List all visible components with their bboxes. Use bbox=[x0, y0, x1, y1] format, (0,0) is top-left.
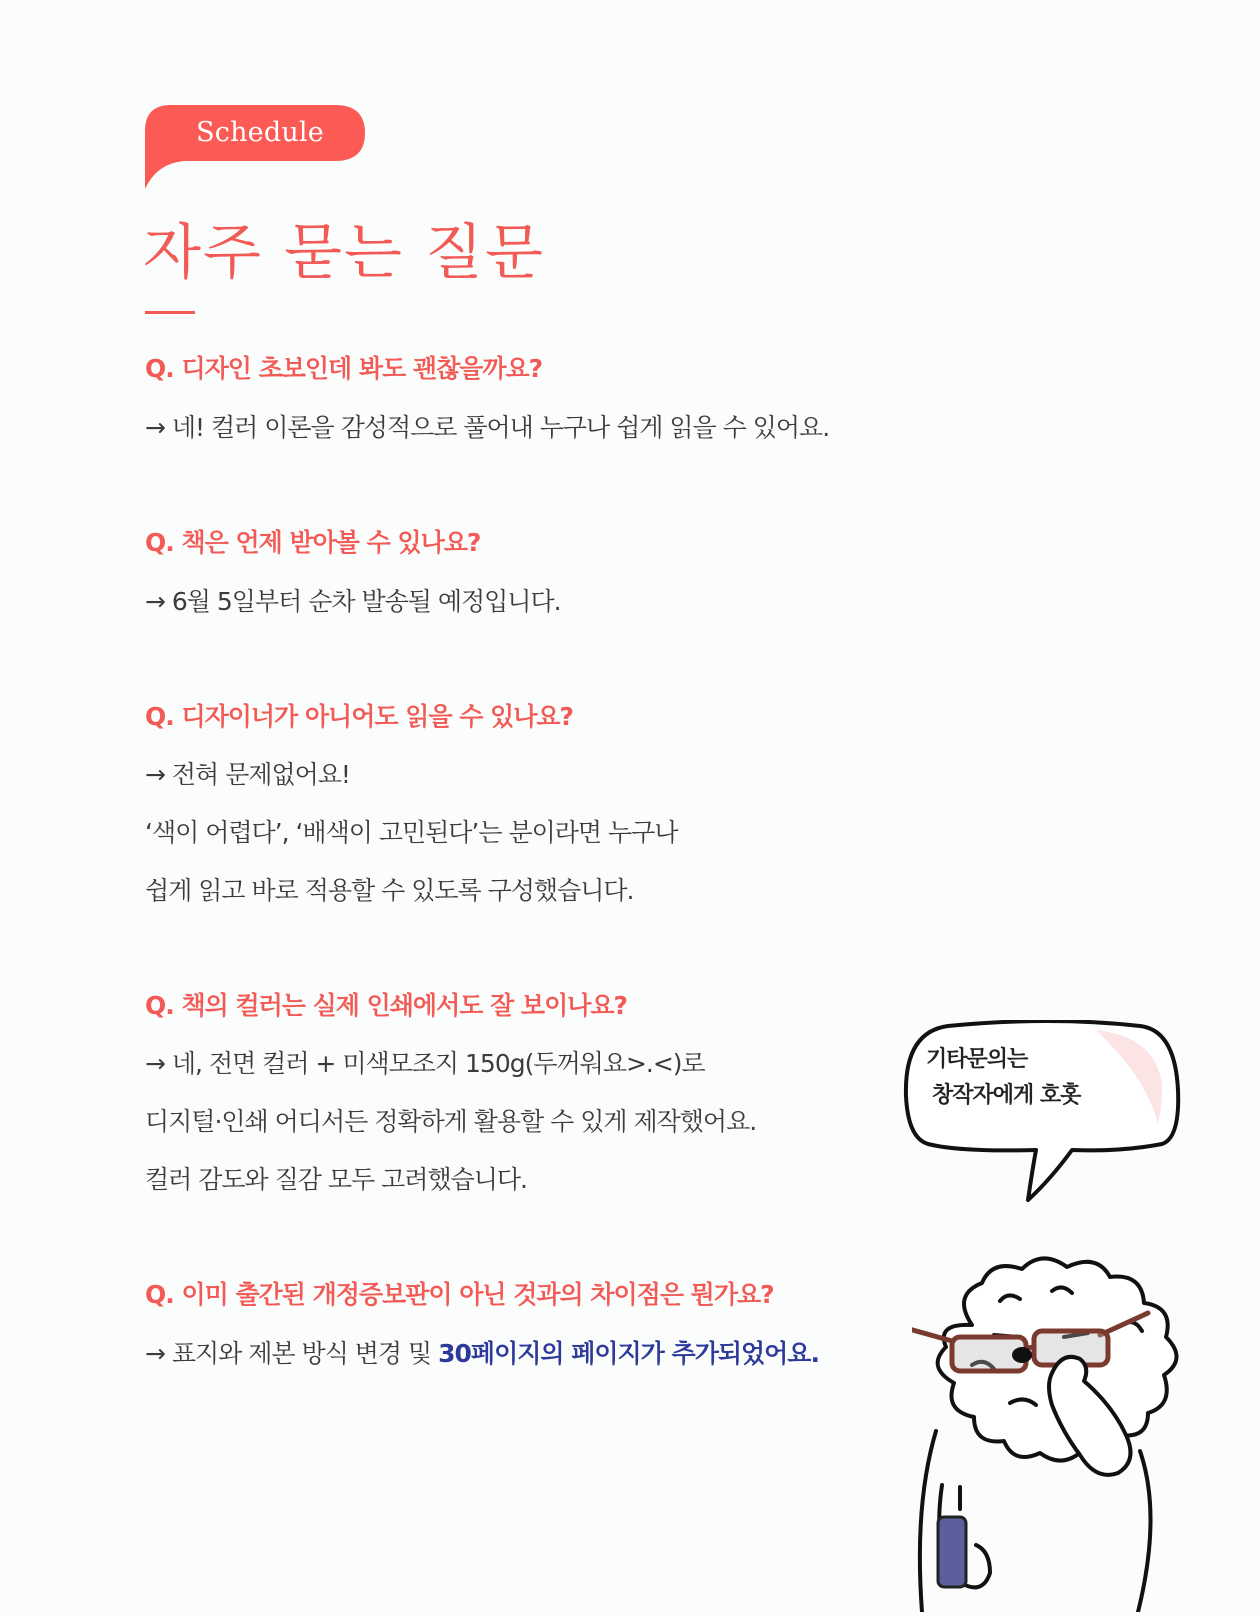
faq-answer-4-line-1: → 네, 전면 컬러 + 미색모조지 150g(두꺼워요>.<)로 bbox=[145, 1049, 705, 1078]
title-underline bbox=[145, 311, 195, 314]
bubble-text-line-1: 기타문의는 bbox=[926, 1047, 1028, 1072]
faq-question-5: Q. 이미 출간된 개정증보판이 아닌 것과의 차이점은 뭔가요? bbox=[145, 1280, 774, 1309]
faq-answer-5 bbox=[145, 1334, 819, 1370]
speech-bubble bbox=[900, 1020, 1210, 1230]
faq-answer-3-line-1: → 전혀 문제없어요! bbox=[145, 760, 350, 789]
faq-answer-4-line-2: 디지털·인쇄 어디서든 정확하게 활용할 수 있게 제작했어요. bbox=[145, 1107, 757, 1136]
faq-answer-2-line-1: → 6월 5일부터 순차 발송될 예정입니다. bbox=[145, 587, 561, 616]
faq-answer-3-line-2: ‘색이 어렵다’, ‘배색이 고민된다’는 분이라면 누구나 bbox=[145, 818, 678, 847]
faq-answer-3-line-3: 쉽게 읽고 바로 적용할 수 있도록 구성했습니다. bbox=[145, 876, 634, 905]
curly-haired-character-with-glasses-icon bbox=[912, 1255, 1212, 1612]
faq-question-1: Q. 디자인 초보인데 봐도 괜찮을까요? bbox=[145, 354, 543, 383]
page-title: 자주 묻는 질문 bbox=[143, 218, 545, 288]
schedule-tag bbox=[145, 105, 377, 193]
faq-answer-1-line-1: → 네! 컬러 이론을 감성적으로 풀어내 누구나 쉽게 읽을 수 있어요. bbox=[145, 413, 830, 442]
faq-answer-5-highlight: 30페이지의 페이지가 추가되었어요. bbox=[438, 1339, 819, 1368]
faq-question-3: Q. 디자이너가 아니어도 읽을 수 있나요? bbox=[145, 702, 574, 731]
faq-question-2: Q. 책은 언제 받아볼 수 있나요? bbox=[145, 528, 481, 557]
faq-answer-4-line-3: 컬러 감도와 질감 모두 고려했습니다. bbox=[145, 1165, 527, 1194]
faq-question-4: Q. 책의 컬러는 실제 인쇄에서도 잘 보이나요? bbox=[145, 991, 628, 1020]
faq-answer-5-prefix: → 표지와 제본 방식 변경 및 bbox=[145, 1339, 439, 1368]
bubble-text-line-2: 창작자에게 호홋 bbox=[932, 1083, 1081, 1108]
tag-label: Schedule bbox=[196, 117, 324, 148]
